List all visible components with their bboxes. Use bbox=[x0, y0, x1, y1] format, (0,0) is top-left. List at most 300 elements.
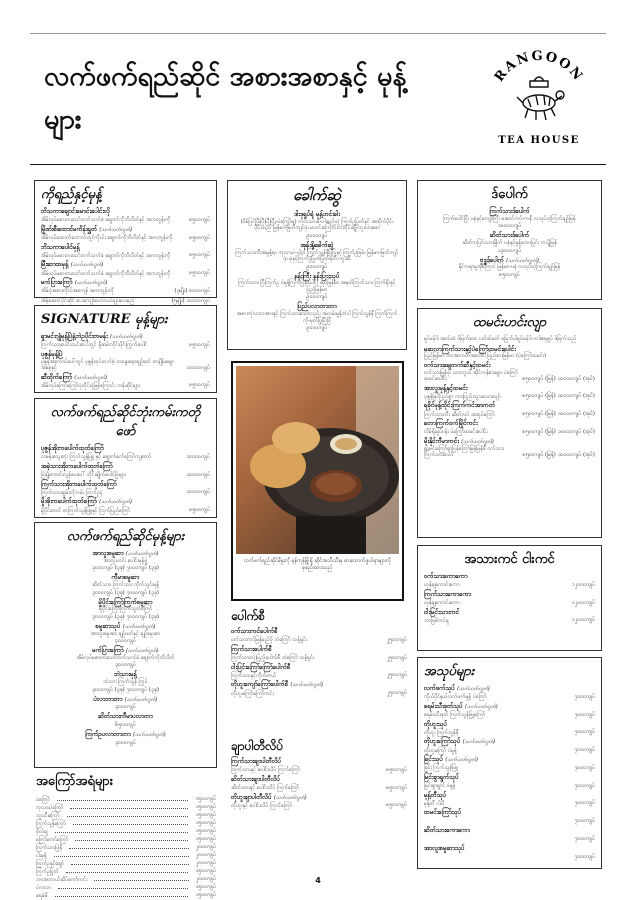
teashop-special-section bbox=[34, 398, 217, 518]
menu-item-title: မှိုအိုးကပေါက်ထုတ်ကြော် bbox=[41, 498, 97, 506]
menu-item bbox=[424, 845, 595, 861]
thoke-section bbox=[417, 657, 602, 869]
vegetarian-tag: (သက်သတ်လွတ်) bbox=[74, 280, 108, 286]
menu-item-row bbox=[41, 381, 210, 389]
menu-item-title: မှိုပိုင်းကြော်ကြက်စမူဆာ bbox=[98, 598, 153, 606]
menu-item-title: တိုဟူးကျော်ကြော်ပေါက်စီ bbox=[231, 681, 289, 689]
menu-item-desc: ရှာမင်းကြော်ရှာပြန်ကြော်မြန်မြန်စီ ဝက်သား ကြက်သားသော် bbox=[424, 445, 504, 458]
noodle-soup-list bbox=[234, 211, 400, 332]
menu-item-price: ၇၀၀၀ကျပ် bbox=[574, 729, 595, 736]
vegetarian-tag: (သက်သတ်လွတ်) bbox=[74, 374, 108, 381]
menu-item-title: မြိုဏ်းစီ၊ထောင်မကိန်းရွှတ် bbox=[41, 225, 98, 233]
menu-item-row bbox=[424, 693, 595, 701]
menu-item-name bbox=[41, 445, 210, 453]
menu-item-desc: ကြက်သားဆွမ်းကိုကမ်း ကြက်ဥပုံ bbox=[41, 489, 103, 496]
menu-item bbox=[234, 242, 400, 271]
menu-item-row bbox=[231, 671, 407, 679]
menu-item-name bbox=[41, 244, 210, 252]
menu-item-desc: ပြဲချိုကောင်းလွန်ပေပေါ် ဘိုင်းချိုက်ပေါင်ပြဲများ bbox=[41, 472, 126, 478]
menu-item-desc: ကြက်သားပေါင်းသင်းပေါ်တွင် နို့ဆမ်းဘိုင်းပိုင်းကြွက်ပေါင် bbox=[41, 342, 148, 349]
menu-item-title: မဆလာကြက်သားနှင့်ပဲကြော်ထမင်းပေါင်း bbox=[424, 345, 516, 353]
menu-item-title: ဆိတ်သားဒ်ပေါက် bbox=[489, 232, 530, 240]
menu-item-price: ၃၀၀၀ကျပ် (၃ခု) ၇၀၀၀ကျပ် (၃ခု) bbox=[92, 686, 159, 693]
vegetarian-tag: (သက်သတ်လွတ်) bbox=[70, 262, 104, 269]
menu-item bbox=[41, 731, 210, 747]
menu-item bbox=[424, 703, 595, 719]
menu-item-title: ကြက်ဥပလာတာတာ bbox=[85, 731, 131, 738]
menu-item-price: ၂၅၀၀ကျပ် bbox=[386, 672, 407, 679]
menu-item-price: ၈၅၀၀ကျပ် bbox=[189, 382, 210, 389]
dotted-leader bbox=[55, 832, 189, 833]
menu-item-price: ၁၀၀၀၀ကျပ် bbox=[186, 364, 210, 371]
vegetarian-tag: (သက်သတ်လွတ်) bbox=[125, 551, 159, 557]
vegetarian-tag: (သက်သတ်လွတ်) bbox=[445, 757, 479, 763]
menu-item-desc: ကြက်ပေါင်ပြီး ပနံနှင့်ကျော်ကြီး ဆောင်ကပ်-ကနိ လသုပ်တဲ့ကြက်ချဉ်မြန် bbox=[443, 215, 576, 222]
menu-item-title: မုန့်တီသုပ် bbox=[424, 791, 447, 799]
dotted-leader bbox=[73, 824, 188, 825]
logo-text-bottom: TEA HOUSE bbox=[498, 135, 580, 146]
menu-item-price: ၈၅၀၀ကျပ် bbox=[189, 216, 210, 223]
menu-item-name bbox=[424, 609, 595, 617]
menu-item-name bbox=[41, 333, 210, 341]
menu-item-desc: ဆိတ်သား၊ ကြက်သား ကိုက်သွင်းမုန့် bbox=[91, 582, 160, 588]
snacks-list bbox=[41, 550, 210, 747]
menu-item-desc: မုန့်တီ ငါးပိ bbox=[424, 800, 445, 807]
menu-item bbox=[424, 721, 595, 737]
menu-item-desc: တိုဟူးကြော်ကြော်ကင်း bbox=[231, 690, 274, 697]
menu-item-title: ဆီထိုက်ကြော် bbox=[41, 373, 73, 381]
menu-item-desc: ဟုန်ချကောင်းကော bbox=[424, 600, 460, 606]
side-item-name: ကြော်ကော်ကြော် bbox=[36, 836, 69, 843]
menu-item-title: စမူဆာသုပ် bbox=[95, 622, 121, 630]
menu-item-price: ၈၅၀၀ကျပ် bbox=[189, 341, 210, 348]
menu-item-desc: အိမ်လုပ်ထောက်ကောက်တွင်ကိုလ်း ချောက်ကိုဘိလိတ်နှင့် အကတွန်းကို bbox=[41, 235, 173, 241]
menu-item-name bbox=[424, 721, 595, 729]
menu-item-title: မြီးဆာထမုန့် bbox=[41, 261, 69, 269]
logo-text-top: RANGOON bbox=[491, 48, 587, 85]
menu-item-title: ကြက်သားချာပါတီလိပ် bbox=[231, 758, 282, 765]
menu-item-row bbox=[41, 297, 210, 305]
menu-item-row bbox=[41, 359, 210, 372]
sandwich-section bbox=[231, 738, 407, 868]
side-item-price: ၁၅၀၀ကျပ် bbox=[195, 892, 216, 898]
snacks-title: လက်ဖက်ရည်ဆိုင်မုန့်များ bbox=[66, 529, 185, 544]
menu-item-desc: (ပိစ်ပြင်ပြီးပြီးပြီးပြီး-ပဲကြော်ရှု) ကလသားမိ-ပါးမည်တွဲ ကြက်ဥပြုတ်နှင့် အထိုက်ပိုင်းပိုင်းသည် မြန်မာ-မြတ်ကျင်ဖုံး မဟင်းကြောင်းကတိုင်းချို-ဘူးလာမော bbox=[240, 218, 394, 232]
menu-item-name bbox=[424, 438, 595, 446]
menu-item-title: ကြက်သားပေါက်စီ bbox=[231, 645, 272, 653]
menu-item-title: ဘိသကာပေါင်မုန့် bbox=[41, 243, 80, 251]
menu-item-name bbox=[424, 774, 595, 782]
menu-item-row bbox=[424, 711, 595, 719]
menu-item bbox=[41, 696, 210, 712]
side-item-price: ၂၀၀၀ကျပ် bbox=[195, 852, 216, 858]
menu-item-title: တောကြက်ဝက်မြိုင်ကင်း bbox=[424, 420, 478, 427]
menu-item-desc: အိမ်လုပ်မစားကသော်ဘက်သက်ခံ ချောက်ကိုဘိလိတ်နှင့် အကတွန်းကို bbox=[41, 217, 171, 224]
menu-item-title: ပဲလာဘာတာ bbox=[93, 695, 123, 703]
menu-item-title: အာလူးစမူဆာသုပ် bbox=[424, 844, 465, 852]
dotted-leader bbox=[54, 856, 189, 857]
menu-item-desc: ကြက်သားလုံးပြည့်ပေါက်စီ ဘဲကြော် သန့်ရှင်း bbox=[231, 655, 315, 661]
menu-item-name bbox=[424, 845, 595, 853]
dotted-leader bbox=[55, 896, 189, 897]
menu-item-row bbox=[231, 766, 407, 774]
grill-list bbox=[424, 573, 595, 624]
menu-item-name bbox=[41, 647, 210, 655]
menu-item-desc: တိုဟူး ကြက်သွန်နီ bbox=[424, 729, 459, 736]
menu-item-row bbox=[41, 251, 210, 259]
menu-item-price: ၉၀၀၀ကျပ် bbox=[306, 294, 328, 301]
menu-item bbox=[424, 362, 595, 383]
menu-item-price: ၇၀၀၀ကျပ် bbox=[574, 853, 595, 860]
menu-item-price: ၉၀၀၀ကျပ် bbox=[306, 325, 328, 331]
menu-item-row bbox=[424, 392, 595, 400]
menu-item-title: မက်ပြားကြော် bbox=[92, 647, 124, 654]
menu-item-title: နန်းကြီး နန်းပြားသုပ် bbox=[294, 272, 340, 280]
vegetarian-tag: (သက်သတ်လွတ်) bbox=[462, 739, 496, 746]
menu-item-row bbox=[424, 353, 595, 360]
menu-item bbox=[41, 297, 210, 305]
menu-item bbox=[424, 232, 595, 254]
vegetarian-tag: (သက်သတ်လွတ်) bbox=[99, 226, 133, 233]
side-item-price: ၂၀၀၀ကျပ် bbox=[195, 860, 216, 866]
signature-title: SIGNATURE မုန့်များ bbox=[41, 312, 168, 327]
menu-item-price: ၁၂၀၀၀ကျပ် bbox=[571, 599, 595, 606]
menu-item-desc: မှိုပိုင်းတတ် တကြက်သွန်ဖြူနှင့် ကြက်ပြည်ကြော် bbox=[41, 507, 131, 514]
signature-section bbox=[34, 305, 217, 393]
grill-title: အသားကင် ငါးကင် bbox=[464, 552, 555, 567]
menu-item-price: ၁၀၀၀၀ကျပ် bbox=[186, 471, 210, 478]
menu-item-row bbox=[424, 817, 595, 825]
menu-item-name bbox=[231, 628, 407, 636]
menu-item-name bbox=[424, 420, 595, 428]
menu-item-title: ဆိတ်သားချာပါတီလိပ် bbox=[231, 775, 281, 783]
menu-item bbox=[424, 346, 595, 360]
signature-list bbox=[41, 333, 210, 389]
teashop-special-title: လက်ဖက်ရည်ဆိုင်ဘုံးကမ်းကတိုဖော် bbox=[50, 405, 201, 439]
vegetarian-tag: (သက်သတ်လွတ်) bbox=[464, 703, 498, 710]
menu-item-title: ဝက်သားချေတက်ဆီနှင့်ထမင်း bbox=[424, 361, 491, 369]
menu-item-price: ၈၅၀၀ကျပ် bbox=[189, 507, 210, 513]
menu-item-price: ၈၅၀၀ကျပ် (မြန်) ၁၀၀၀၀ကျပ် (အုပ်) bbox=[522, 393, 595, 400]
menu-item-desc: အိမ်လုပ်ကြော်ကြော်ပုံတိုင်းပုံမြန်ကြောင်း ကန်ဆိုင်များ bbox=[41, 382, 140, 389]
menu-item-title: ပုဇွန်မုန့်ပြဲ bbox=[41, 350, 63, 358]
teashop-special-list bbox=[41, 445, 210, 514]
curry-title: ထမင်းဟင်းလျာ bbox=[472, 315, 547, 330]
side-item-row bbox=[36, 827, 216, 835]
menu-item bbox=[234, 211, 400, 240]
menu-item-row bbox=[424, 728, 595, 736]
menu-item bbox=[424, 591, 595, 607]
menu-item-title: ကြက်သားအိုးကပေါက်ထုတ်ကြော် bbox=[41, 480, 117, 488]
breakfast-list bbox=[41, 208, 210, 305]
menu-item bbox=[231, 794, 407, 810]
menu-item-price: (၅မျိုး) ၁၀၀၀၀ကျပ် bbox=[171, 297, 210, 304]
menu-item-desc: အိန်ဆောင်ပိုင်ဆိုင် ပေးကျော်ပေကာယ်များပေးမည် bbox=[41, 298, 135, 305]
side-item-row bbox=[36, 843, 216, 851]
menu-item-price: ၇၀၀၀ကျပ် bbox=[574, 693, 595, 700]
vegetarian-tag: (သက်သတ်လွတ်) bbox=[99, 499, 133, 506]
side-item-price: ၁၅၀၀ကျပ် bbox=[195, 812, 216, 818]
side-item-price: ၁၅၀၀ကျပ် bbox=[195, 836, 216, 842]
side-item-price: ၁၅၀၀ကျပ် bbox=[195, 796, 216, 802]
menu-item-desc: အာလူးဟင်း ပေါင်းမုန့်ဖွဲ့ bbox=[103, 557, 148, 564]
side-item-row bbox=[36, 835, 216, 843]
menu-item-row bbox=[424, 853, 595, 861]
menu-item-title: ကြက်သားကောကော bbox=[424, 590, 472, 598]
menu-item-name bbox=[41, 226, 210, 234]
menu-item-price: ၂၅၀၀ကျပ် bbox=[386, 690, 407, 696]
menu-item-name bbox=[424, 232, 595, 240]
menu-item-price: ၈၅၀၀ကျပ် (မြန်) ၁၀၀၀၀ကျပ် (အုပ်) bbox=[522, 451, 595, 458]
menu-item-name bbox=[41, 671, 210, 679]
menu-item-row bbox=[424, 370, 595, 383]
menu-item-title: မိုးနိုင်ကီမာကင်း bbox=[424, 437, 459, 445]
side-item-name: ကြက်သားဖြဲနို bbox=[36, 844, 63, 851]
menu-item-name bbox=[231, 776, 407, 784]
menu-item-row bbox=[41, 287, 210, 295]
side-item-name: ကြက်သွန်ကြော် bbox=[36, 820, 66, 827]
menu-item-name bbox=[231, 758, 407, 766]
menu-item bbox=[231, 628, 407, 644]
menu-item bbox=[41, 244, 210, 260]
menu-item-desc: တိုဟူးကြော် ပဲမှုန့် bbox=[424, 747, 457, 754]
side-item-price: ၂၀၀၀ကျပ် bbox=[195, 876, 216, 882]
menu-item-desc: အစားကုံလာလအားနှင့် ကြက်သားသော်လည်း အလမ်းမှုန့်ဘဲပါ ကြက်သွန်နီ ကြက်ကြက်ကို-မှတ်ပြုပြီးပြီ bbox=[236, 311, 398, 324]
menu-item-name bbox=[41, 696, 210, 704]
salad-list bbox=[424, 208, 595, 279]
grill-section bbox=[417, 545, 602, 651]
menu-item bbox=[41, 333, 210, 349]
vegetarian-tag: (သက်သတ်လွတ်) bbox=[122, 623, 156, 630]
menu-item-price: ၁၀၀၀၀ကျပ် bbox=[186, 489, 210, 496]
menu-item bbox=[424, 685, 595, 701]
side-item-row bbox=[36, 819, 216, 827]
menu-item bbox=[424, 257, 595, 279]
menu-item-row bbox=[424, 746, 595, 754]
menu-item-row bbox=[41, 453, 210, 461]
menu-item-title: မက်ပြားကြော် bbox=[41, 279, 73, 286]
menu-item bbox=[41, 498, 210, 514]
menu-item-desc: လမန်းသွေးတုံး ကြက်သွန်ဖြူ နှင့် ချောက်စက်ကြော်ကျတော် bbox=[41, 454, 152, 461]
dotted-leader bbox=[75, 840, 188, 841]
dotted-leader bbox=[57, 800, 188, 801]
menu-item-title: တိုဟူးချာပါတီလိပ် bbox=[231, 793, 272, 801]
menu-item-price: ၈၅၀၀ကျပ် bbox=[386, 802, 407, 809]
menu-item-price: ၃၀၀၀ကျပ် bbox=[115, 704, 136, 711]
menu-item-row bbox=[41, 216, 210, 224]
menu-item-desc: အာလူးစမူဆာ ချဉ်ဖတ်နှင့် ချဉ်စမူဆာ bbox=[90, 630, 161, 637]
menu-item-title: ဘဲသားမုန့် bbox=[114, 671, 137, 679]
menu-item-desc: ဘာဖြစ်ကင်မှု bbox=[424, 617, 449, 624]
menu-item-price: ၇၀၀၀ကျပ် bbox=[574, 711, 595, 718]
menu-item bbox=[41, 445, 210, 461]
menu-item-price: ၉၀၀၀ကျပ် bbox=[306, 263, 328, 270]
menu-item-price: ၂၅၀၀ကျပ် bbox=[386, 636, 407, 643]
menu-item-price: ၉၀၀၀ကျပ် bbox=[306, 232, 328, 239]
thoke-list bbox=[424, 685, 595, 861]
menu-item-desc: ပုဇွန်အကောင်ပေါ်တွင် ပုဇွန်ထုပ်တက်ခဲ့ တနွေးရောချဉ်ခတ် တချိန်းချောအနေနှင့် bbox=[41, 358, 174, 371]
rangoon-teahouse-logo bbox=[484, 45, 594, 155]
menu-item-row bbox=[231, 801, 407, 809]
menu-item-name bbox=[41, 713, 210, 721]
menu-item bbox=[41, 351, 210, 372]
menu-item-row bbox=[231, 689, 407, 697]
menu-item-name bbox=[234, 303, 400, 311]
menu-item-title: လက်ဖက်သုပ် bbox=[424, 685, 455, 692]
side-item-row bbox=[36, 795, 216, 803]
menu-item-row bbox=[424, 581, 595, 589]
menu-item-title: ပုဇွန်အိုးကပေါက်ထုတ်ကြော် bbox=[41, 445, 104, 452]
fried-rice-title: ပေါက်စီ bbox=[231, 609, 265, 623]
menu-item-title: ရခိုင်မုန့်ထိုင်းကြက်ကင်အာကတ် bbox=[424, 402, 496, 410]
menu-item-row bbox=[424, 835, 595, 843]
menu-item-desc: ကိုယ်ပိုင်နယ်လက်ဖက်မှုန့် ပဲကြော် bbox=[424, 694, 487, 701]
dotted-leader bbox=[70, 808, 188, 809]
menu-item-price: ၈၅၀၀ကျပ် bbox=[189, 270, 210, 276]
menu-item-price: ၈၅၀၀ကျပ် bbox=[386, 784, 407, 791]
menu-item bbox=[231, 646, 407, 662]
menu-item-price: ၂၅၀၀ကျပ် bbox=[386, 654, 407, 661]
page-number: 4 bbox=[315, 876, 321, 885]
menu-item-name bbox=[41, 481, 210, 489]
menu-item-name bbox=[41, 374, 210, 382]
vegetarian-tag: (သက်သတ်လွတ်) bbox=[457, 686, 491, 692]
menu-item bbox=[41, 599, 210, 621]
menu-item-row bbox=[424, 799, 595, 807]
sandwich-list bbox=[231, 758, 407, 809]
menu-item-desc: ဝက်သားမြန်ဖုံး သားကွယ် ဆိုင်ကန်စားများ ပဲကြော်ထမင်းပေါင်း bbox=[424, 369, 518, 382]
menu-item-desc: အိမ်လုပ်မစားကသော်ဘက်သက်ခံ ချောက်ကိုဘိလိတ်နှင့် အကတွန်းကို bbox=[41, 270, 171, 277]
side-item-name: ပဲကလာ bbox=[36, 884, 52, 891]
menu-item-price: (၃မျိုး) ၈၀၀၀ကျပ် bbox=[174, 287, 210, 294]
menu-item-title: ဘိသကာချောင်းမောင်းပေါင်းလို bbox=[41, 208, 110, 215]
menu-item-price: ၈၅၀၀ကျပ် bbox=[189, 252, 210, 259]
sides-section bbox=[36, 772, 216, 899]
menu-item bbox=[424, 420, 595, 436]
menu-item bbox=[41, 647, 210, 669]
menu-item bbox=[41, 481, 210, 497]
menu-item-desc: လိမ်ရိုးမှုပ်ငန်း ပဲကြော်ထမင်းပေါင်း bbox=[424, 429, 488, 436]
menu-item bbox=[424, 756, 595, 772]
menu-item-name bbox=[41, 261, 210, 269]
menu-item-row bbox=[41, 234, 210, 242]
menu-item-name bbox=[424, 685, 595, 693]
side-item-price: ၁၅၀၀ကျပ် bbox=[195, 884, 216, 890]
menu-item-name bbox=[424, 362, 595, 370]
menu-item bbox=[424, 402, 595, 418]
menu-item bbox=[424, 738, 595, 754]
menu-item-row bbox=[41, 269, 210, 277]
menu-item-row bbox=[231, 654, 407, 662]
menu-item bbox=[41, 279, 210, 295]
menu-item-desc: ဝက်သားကင်မြန်စည်ပို ဘဲကြော် သန့်ရှင်း bbox=[231, 637, 307, 644]
menu-item-title: မြင်းခွာရွက်သုပ် bbox=[424, 773, 459, 781]
top-rule bbox=[30, 33, 606, 34]
menu-item bbox=[424, 809, 595, 825]
menu-item-title: ဝက်သားကင်ပေါက်စီ bbox=[231, 628, 278, 635]
menu-item bbox=[424, 827, 595, 843]
menu-item-desc: ကြက်သားနှင့် ပေါင်းလိပ် ကြက်ကြော် bbox=[231, 767, 301, 774]
food-photo bbox=[236, 366, 399, 554]
sides-title: အကြော်အရံများ bbox=[36, 774, 114, 789]
curry-section bbox=[417, 308, 602, 538]
menu-item-title: တိုဟူးကြော်သုပ် bbox=[424, 738, 461, 746]
dotted-leader bbox=[67, 816, 189, 817]
menu-item-name bbox=[424, 809, 595, 817]
menu-item-name bbox=[41, 574, 210, 582]
menu-item-desc: ခြင်း ကြက်သွန်ဖြူ bbox=[424, 765, 458, 772]
menu-item bbox=[41, 261, 210, 277]
menu-item-row bbox=[424, 446, 595, 459]
menu-item bbox=[424, 774, 595, 790]
menu-item-desc: နိုင်ကရာမှုအိုကြောင် မြန်မာ-ပနံ လသုပ်တဲ့ကြက်ချဉ်မြန် bbox=[458, 264, 561, 271]
menu-item-price: ၃၀၀၀ကျပ် (၃ခု) ၇၀၀၀ကျပ် (၃ခု) bbox=[92, 613, 159, 620]
menu-item-desc: ဘဲသား ကြက်သွန် ကြွပ် bbox=[103, 679, 148, 685]
vegetarian-tag: (သက်သတ်လွတ်) bbox=[125, 648, 159, 654]
menu-item-price: ၃၀၀၀ကျပ် (၃ခု) ၇၀၀၀ကျပ် (၃ခု) bbox=[92, 565, 159, 572]
fried-rice-section bbox=[231, 608, 407, 718]
menu-item bbox=[41, 374, 210, 390]
salad-section bbox=[417, 180, 602, 300]
menu-item-price: ၇၀၀၀ကျပ် bbox=[574, 747, 595, 753]
menu-item-name bbox=[424, 208, 595, 216]
header-rule bbox=[30, 164, 606, 165]
side-item-name: ဘာအာကယ်ဆိပ်ကော်ကင်း bbox=[36, 876, 88, 883]
menu-item-price: ၃၀၀၀ကျပ် bbox=[115, 662, 136, 669]
dotted-leader bbox=[66, 872, 188, 873]
menu-item-price: ၈၅၀၀ကျပ် bbox=[189, 234, 210, 241]
menu-item-desc: ကြက်သားကီး ဆိတ်လုပ် အထုပ်ကြော် bbox=[424, 411, 495, 418]
side-item-row bbox=[36, 891, 216, 899]
menu-item bbox=[41, 550, 210, 572]
menu-item bbox=[234, 303, 400, 332]
menu-item-name bbox=[424, 703, 595, 711]
menu-item-name bbox=[231, 794, 407, 802]
menu-item bbox=[234, 273, 400, 302]
side-item-name: ရေခဲမိ bbox=[36, 892, 48, 899]
side-item-row bbox=[36, 811, 216, 819]
vegetarian-tag: (သက်သတ်လွတ်) bbox=[461, 438, 494, 445]
menu-item-name bbox=[424, 792, 595, 800]
vegetarian-tag: (သက်သတ်လွတ်) bbox=[132, 732, 166, 738]
menu-item-name bbox=[231, 646, 407, 654]
menu-item-price: ၁၀၀၀၀ကျပ် bbox=[497, 223, 522, 230]
menu-item-title: ဒါးဒုရှုပ်ရုံ မုန့်ဟင်းခါး bbox=[294, 211, 340, 218]
menu-item-title: ဗုဒ္ဓဒ်ပေါက် bbox=[479, 256, 504, 264]
svg-text:RANGOON bbox=[492, 49, 586, 85]
side-item-name: ငါးမုန့် bbox=[36, 852, 47, 859]
menu-item bbox=[231, 681, 407, 697]
menu-item-price: ၈၅၀၀ကျပ် (မြန်) ၁၀၀၀၀ကျပ် (အုပ်) bbox=[522, 428, 595, 435]
page-title: လက်ဖက်ရည်ဆိုင် အစားအစာနှင့် မုန့်များ bbox=[44, 61, 407, 136]
menu-item-price: ၈၅၀၀ကျပ် (မြန်) ၁၀၀၀၀ကျပ် (အုပ်) bbox=[522, 411, 595, 417]
menu-item-desc: ကြက်သားကီးအမှုန့်ရာ ကုလားပဲ-ပါဘဲ ကြက်သွန်နီပြုပြုနှင့် ကြက်ဥခြမ်း မြန်မာ-မြတ်ကျင်ဖုံး မုံနှင့်ကြက်ဥပြုတ်ပြုတ်မှတ်-ဘူးဆီ bbox=[235, 249, 399, 262]
menu-item-name bbox=[41, 279, 210, 287]
thoke-title: အသုပ်များ bbox=[424, 664, 475, 679]
vegetarian-tag: (သက်သတ်လွတ်) bbox=[273, 794, 307, 801]
menu-item-title: ထမင်းကြော်သုပ် bbox=[424, 809, 462, 817]
menu-item-row bbox=[424, 616, 595, 624]
menu-item bbox=[231, 776, 407, 792]
menu-item-title: ကီမာစမူဆာ bbox=[111, 574, 140, 582]
menu-item bbox=[41, 713, 210, 729]
menu-item-title: အာလူးမုန့်နှင့်ထမင်း bbox=[424, 384, 468, 392]
menu-item-desc: အိမ်ပုံအစားကိုလ်အစကုန် အကတွန်းကို bbox=[41, 288, 114, 295]
menu-item-price: ၁၂၀၀၀ကျပ် bbox=[571, 581, 595, 588]
noodle-soup-section bbox=[227, 180, 407, 350]
dotted-leader bbox=[69, 848, 189, 849]
menu-item-row bbox=[424, 764, 595, 772]
